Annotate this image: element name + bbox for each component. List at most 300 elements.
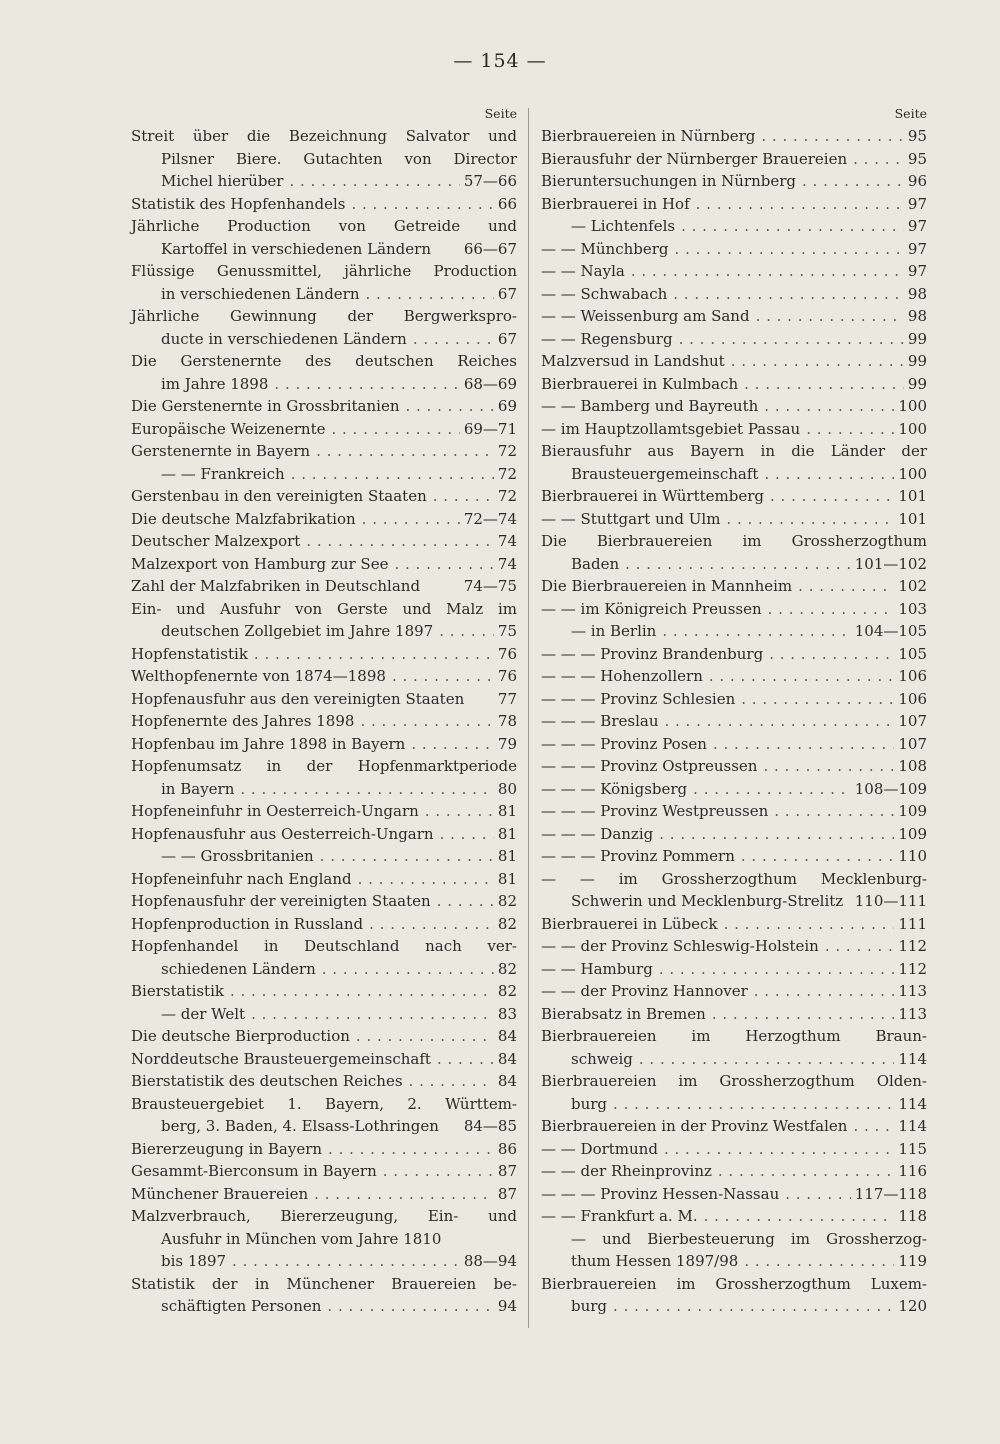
entry-text: — — Grossbritanien — [161, 847, 314, 865]
index-entry — [541, 1115, 927, 1138]
entry-text: — — — Provinz Pommern — [541, 847, 735, 865]
entry-text: Die deutsche Bierproduction — [131, 1027, 350, 1045]
dot-leader — [413, 328, 494, 351]
entry-text: Die Bierbrauereien in Mannheim — [541, 577, 793, 595]
page-reference: 116 — [898, 1162, 927, 1180]
index-entry — [541, 1273, 927, 1318]
dot-leader — [731, 350, 904, 373]
dot-leader — [392, 665, 494, 688]
page-reference: 110—111 — [854, 892, 927, 910]
index-entry — [541, 350, 927, 373]
index-entry — [541, 868, 927, 913]
page-reference: 69 — [497, 397, 517, 415]
entry-text: deutschen Zollgebiet im Jahre 1897 — [161, 622, 434, 640]
index-entry — [541, 530, 927, 575]
entry-text: Pilsner Biere. Gutachten von Director — [161, 149, 517, 168]
page-reference: 87 — [497, 1162, 517, 1180]
page-reference: 112 — [898, 937, 927, 955]
page-reference: 81 — [497, 802, 517, 820]
page-reference: 110 — [898, 847, 927, 865]
index-entry-line — [131, 530, 517, 553]
entry-text: — — — Danzig — [541, 824, 654, 843]
index-entry-line — [541, 620, 927, 643]
dot-leader — [306, 530, 494, 553]
index-entry-line — [131, 1138, 517, 1161]
index-entry-line — [131, 778, 517, 801]
index-entry-line — [541, 260, 927, 283]
dot-leader — [769, 643, 894, 666]
index-entry-line — [541, 1048, 927, 1071]
entry-text: Bierstatistik — [131, 982, 224, 1000]
dot-leader — [709, 665, 895, 688]
index-entry — [131, 935, 517, 980]
index-entry — [131, 688, 517, 711]
page-reference: 97 — [907, 239, 927, 258]
dot-leader — [741, 845, 894, 868]
index-entry-line — [131, 733, 517, 756]
page-reference: 77 — [497, 689, 517, 708]
page-reference: 74 — [497, 532, 517, 550]
page-reference: 68—69 — [463, 374, 517, 393]
entry-text: — — Hamburg — [541, 959, 653, 978]
index-entry-line — [541, 193, 927, 216]
index-entry-line — [541, 553, 927, 576]
index-entry-line — [541, 1295, 927, 1318]
entry-text: Malzversud in Landshut — [541, 352, 725, 370]
dot-leader — [437, 1048, 494, 1071]
dot-leader — [798, 575, 894, 598]
dot-leader — [439, 620, 494, 643]
index-entry-line — [131, 508, 517, 531]
page-reference: 100 — [898, 397, 927, 415]
index-entry-line — [131, 710, 517, 733]
dot-leader — [718, 1160, 894, 1183]
index-entry — [541, 1025, 927, 1070]
index-entry — [131, 598, 517, 643]
page-reference: 106 — [898, 667, 927, 685]
page-reference: 80 — [497, 779, 517, 798]
entry-text: Die Gerstenernte des deutschen Reiches — [131, 352, 517, 370]
index-entry-line — [131, 980, 517, 1003]
entry-text: Malzexport von Hamburg zur See — [131, 554, 389, 573]
entry-text: — — — Provinz Brandenburg — [541, 644, 764, 663]
dot-leader — [232, 1250, 460, 1273]
index-entry-line — [131, 868, 517, 891]
index-entry-line — [541, 148, 927, 171]
index-entry — [541, 125, 927, 148]
dot-leader — [761, 125, 904, 148]
entry-text: Hopfenbau im Jahre 1898 in Bayern — [131, 734, 406, 753]
index-entry-line — [131, 305, 517, 328]
page-reference: 106 — [898, 689, 927, 708]
entry-text: — — Frankreich — [161, 464, 285, 483]
index-entry — [131, 418, 517, 441]
index-entry-line — [131, 1025, 517, 1048]
entry-text: — — — Provinz Schlesien — [541, 689, 736, 708]
index-entry-line — [541, 215, 927, 238]
index-entry-line — [131, 148, 517, 171]
index-entry-line — [541, 395, 927, 418]
index-entry-line — [131, 260, 517, 283]
entry-text: Bierausfuhr aus Bayern in die Länder der — [541, 442, 927, 460]
entry-text: — — — Hohenzollern — [541, 667, 703, 685]
page-reference: 57—66 — [463, 172, 517, 190]
dot-leader — [741, 688, 894, 711]
page-reference: 115 — [898, 1139, 927, 1158]
entry-text: — — Stuttgart und Ulm — [541, 509, 721, 528]
entry-text: burg — [571, 1297, 608, 1315]
index-entry-line — [131, 958, 517, 981]
index-entry — [131, 980, 517, 1003]
page-reference: 84 — [497, 1072, 517, 1090]
index-entry — [131, 643, 517, 666]
page-reference: 105 — [898, 644, 927, 663]
index-entry — [541, 1070, 927, 1115]
index-entry — [541, 598, 927, 621]
entry-text: Europäische Weizenernte — [131, 419, 326, 438]
index-entry-line — [541, 710, 927, 733]
entry-text: Gerstenernte in Bayern — [131, 442, 311, 460]
index-entry-line — [131, 800, 517, 823]
entry-text: Welthopfenernte von 1874—1898 — [131, 667, 386, 685]
entry-text: Zahl der Malzfabriken in Deutschland — [131, 577, 421, 595]
page-reference: 112 — [898, 959, 927, 978]
page-reference: 79 — [497, 734, 517, 753]
entry-text: Schwerin und Mecklenburg-Strelitz — [571, 892, 844, 910]
index-entry-line — [131, 1250, 517, 1273]
dot-leader — [744, 373, 904, 396]
index-entry-line — [131, 1115, 517, 1138]
dot-leader — [785, 1183, 851, 1206]
page-reference: 104—105 — [854, 622, 927, 640]
index-entry — [541, 823, 927, 846]
entry-text: in verschiedenen Ländern — [161, 284, 360, 303]
dot-leader — [230, 980, 494, 1003]
page-reference: 99 — [907, 329, 927, 348]
entry-text: — — der Rheinprovinz — [541, 1162, 712, 1180]
index-entry-line — [541, 733, 927, 756]
dot-leader — [853, 1115, 894, 1138]
dot-leader — [744, 1250, 894, 1273]
page-reference: 100 — [898, 464, 927, 483]
entry-text: Flüssige Genussmittel, jährliche Production — [131, 262, 517, 280]
index-entry — [131, 530, 517, 553]
column-divider — [528, 108, 529, 1328]
page-reference: 103 — [898, 599, 927, 618]
index-entry-line — [541, 665, 927, 688]
entry-text: Die Bierbrauereien im Grossherzogthum — [541, 532, 927, 550]
entry-text: — — Bamberg und Bayreuth — [541, 397, 759, 415]
index-entry-line — [131, 1295, 517, 1318]
page-reference: 98 — [907, 307, 927, 325]
dot-leader — [320, 845, 494, 868]
index-entry-line — [131, 688, 517, 711]
dot-leader — [322, 958, 494, 981]
entry-text: Jährliche Production von Getreide und — [131, 217, 517, 235]
index-entry — [541, 1003, 927, 1026]
entry-text: Bierbrauereien im Grossherzogthum Olden- — [541, 1072, 927, 1090]
dot-leader — [662, 620, 850, 643]
index-entry — [541, 620, 927, 643]
entry-text: Bierbrauereien in der Provinz Westfalen — [541, 1117, 848, 1135]
index-entry-line — [131, 1093, 517, 1116]
page-reference: 101 — [898, 487, 927, 505]
index-entry-line — [541, 463, 927, 486]
index-entry-line — [541, 238, 927, 261]
dot-leader — [369, 913, 494, 936]
page-reference: 114 — [898, 1049, 927, 1068]
dot-leader — [664, 710, 894, 733]
index-entry — [541, 1183, 927, 1206]
seite-header-right: Seite — [894, 106, 927, 121]
page-reference: 114 — [898, 1094, 927, 1113]
entry-text: Ausfuhr in München vom Jahre 1810 — [161, 1229, 442, 1248]
entry-text: Baden — [571, 554, 620, 573]
entry-text: Brausteuergebiet 1. Bayern, 2. Württem- — [131, 1094, 517, 1113]
entry-text: Bierbrauerei in Württemberg — [541, 487, 765, 505]
page-reference: 82 — [497, 982, 517, 1000]
entry-text: ducte in verschiedenen Ländern — [161, 329, 407, 348]
page-reference: 108 — [898, 757, 927, 775]
page-reference: 95 — [907, 127, 927, 145]
dot-leader — [756, 305, 904, 328]
entry-text: Statistik der in Münchener Brauereien be- — [131, 1274, 517, 1293]
entry-text: Michel hierüber — [161, 172, 284, 190]
index-entry — [131, 1003, 517, 1026]
entry-text: Bierbrauerei in Hof — [541, 194, 690, 213]
index-entry-line — [131, 418, 517, 441]
index-entry — [541, 148, 927, 171]
dot-leader — [356, 1025, 494, 1048]
page-reference: 67 — [497, 329, 517, 348]
dot-leader — [289, 170, 459, 193]
page-reference: 101—102 — [854, 554, 927, 573]
dot-leader — [825, 935, 895, 958]
entry-text: Bierbrauereien im Herzogthum Braun- — [541, 1027, 927, 1045]
page-reference: 84 — [497, 1027, 517, 1045]
dot-leader — [768, 598, 895, 621]
index-entry-line — [541, 418, 927, 441]
page-reference: 84—85 — [463, 1117, 517, 1135]
entry-text: Hopfenproduction in Russland — [131, 914, 364, 933]
entry-text: schäftigten Personen — [161, 1297, 322, 1315]
dot-leader — [240, 778, 494, 801]
page-reference: 99 — [907, 352, 927, 370]
index-entry-line — [131, 1205, 517, 1228]
index-entry-line — [541, 485, 927, 508]
index-entry — [131, 305, 517, 350]
index-entry-line — [131, 328, 517, 351]
index-entry — [541, 980, 927, 1003]
entry-text: — — Regensburg — [541, 329, 673, 348]
page-reference: 82 — [497, 914, 517, 933]
page-reference: 74—75 — [463, 577, 517, 595]
dot-leader — [291, 463, 494, 486]
page-reference: 118 — [898, 1207, 927, 1225]
index-entry-line — [541, 575, 927, 598]
entry-text: — — Weissenburg am Sand — [541, 307, 750, 325]
index-entry-line — [131, 1160, 517, 1183]
index-entry — [541, 575, 927, 598]
index-entry — [541, 733, 927, 756]
index-entry — [131, 485, 517, 508]
dot-leader — [639, 1048, 894, 1071]
dot-leader — [331, 418, 459, 441]
index-entry — [131, 800, 517, 823]
index-entry — [131, 1093, 517, 1138]
index-entry-line — [131, 350, 517, 373]
index-entry — [541, 485, 927, 508]
entry-text: — Lichtenfels — [571, 217, 676, 235]
index-entry — [131, 890, 517, 913]
index-entry-line — [131, 215, 517, 238]
index-entry-line — [541, 1160, 927, 1183]
dot-leader — [681, 215, 904, 238]
index-entry — [541, 238, 927, 261]
index-entry — [131, 215, 517, 260]
index-entry — [131, 440, 517, 463]
index-entry-line — [541, 1273, 927, 1296]
entry-text: Ein- und Ausfuhr von Gerste und Malz im — [131, 599, 517, 618]
entry-text: Bierstatistik des deutschen Reiches — [131, 1072, 403, 1090]
page-reference: 99 — [907, 374, 927, 393]
dot-leader — [664, 1138, 894, 1161]
index-entry-line — [541, 845, 927, 868]
index-entry-line — [131, 1003, 517, 1026]
index-entry — [131, 710, 517, 733]
entry-text: Münchener Brauereien — [131, 1184, 309, 1203]
index-entry-line — [131, 845, 517, 868]
index-entry — [541, 710, 927, 733]
index-entry — [541, 283, 927, 306]
index-entry — [541, 418, 927, 441]
index-entry — [131, 755, 517, 800]
page-reference: 109 — [898, 824, 927, 843]
index-entry-line — [541, 1205, 927, 1228]
entry-text: Bierausfuhr der Nürnberger Brauereien — [541, 149, 848, 168]
entry-text: — — Dortmund — [541, 1139, 658, 1158]
entry-text: — — — Provinz Ostpreussen — [541, 757, 758, 775]
index-column-right — [541, 106, 927, 1318]
index-entry-line — [541, 1070, 927, 1093]
dot-leader — [328, 1138, 494, 1161]
index-entry — [131, 508, 517, 531]
entry-text: berg, 3. Baden, 4. Elsass-Lothringen — [161, 1117, 439, 1135]
index-entry — [131, 125, 517, 193]
entry-text: — — — Provinz Posen — [541, 734, 707, 753]
index-entry — [131, 823, 517, 846]
index-entry — [131, 1070, 517, 1093]
entry-text: Norddeutsche Brausteuergemeinschaft — [131, 1049, 431, 1068]
index-entry — [541, 755, 927, 778]
page-reference: 113 — [898, 1004, 927, 1023]
index-entry — [131, 350, 517, 395]
page-reference: 97 — [907, 262, 927, 280]
index-entry — [541, 395, 927, 418]
page-reference: 111 — [898, 914, 927, 933]
index-entry-line — [541, 1003, 927, 1026]
entry-text: Malzverbrauch, Biererzeugung, Ein- und — [131, 1207, 517, 1225]
index-entry-line — [541, 373, 927, 396]
page-reference: 100 — [898, 419, 927, 438]
index-entry-line — [541, 508, 927, 531]
dot-leader — [770, 485, 894, 508]
index-entry-line — [541, 125, 927, 148]
entry-text: in Bayern — [161, 779, 235, 798]
entry-text: — in Berlin — [571, 622, 657, 640]
index-entry — [131, 1138, 517, 1161]
page-reference: 81 — [497, 869, 517, 888]
dot-leader — [712, 1003, 895, 1026]
index-entry-line — [541, 823, 927, 846]
entry-text: Kartoffel in verschiedenen Ländern — [161, 239, 431, 258]
index-entry-line — [541, 440, 927, 463]
dot-leader — [764, 395, 894, 418]
index-entry-line — [541, 643, 927, 666]
entry-text: Bierbrauerei in Lübeck — [541, 914, 718, 933]
index-entry-line — [131, 463, 517, 486]
dot-leader — [327, 1295, 493, 1318]
index-entry — [131, 665, 517, 688]
index-entry-line — [541, 778, 927, 801]
entry-text: Gesammt-Bierconsum in Bayern — [131, 1162, 377, 1180]
page-reference: 72 — [497, 487, 517, 505]
dot-leader — [764, 463, 894, 486]
dot-leader — [358, 868, 494, 891]
dot-leader — [383, 1160, 494, 1183]
entry-text: Bierbrauereien im Grossherzogthum Luxem- — [541, 1274, 927, 1293]
dot-leader — [254, 643, 494, 666]
index-entry — [131, 1048, 517, 1071]
dot-leader — [411, 733, 494, 756]
dot-leader — [713, 733, 894, 756]
page-reference: 67 — [497, 284, 517, 303]
index-entry — [541, 1228, 927, 1273]
page-reference: 120 — [898, 1297, 927, 1315]
index-entry-line — [131, 238, 517, 261]
entry-text: — — im Königreich Preussen — [541, 599, 762, 618]
dot-leader — [251, 1003, 494, 1026]
page-reference: 96 — [907, 172, 927, 190]
page-reference: 109 — [898, 802, 927, 820]
index-entry-line — [541, 913, 927, 936]
index-entry-line — [541, 1228, 927, 1251]
dot-leader — [314, 1183, 494, 1206]
index-entry — [541, 643, 927, 666]
entry-text: Bierbrauereien in Nürnberg — [541, 127, 756, 145]
dot-leader — [351, 193, 493, 216]
index-entry-line — [541, 935, 927, 958]
entry-text: Jährliche Gewinnung der Bergwerkspro- — [131, 307, 517, 325]
index-entry-line — [131, 373, 517, 396]
page-reference: 94 — [497, 1297, 517, 1315]
index-entry-line — [541, 1250, 927, 1273]
dot-leader — [409, 1070, 494, 1093]
dot-leader — [726, 508, 894, 531]
entry-text: — — — Breslau — [541, 712, 659, 730]
index-entry-line — [541, 350, 927, 373]
index-entry-line — [541, 305, 927, 328]
entry-text: — — im Grossherzogthum Mecklenburg- — [541, 869, 927, 888]
entry-text: Bieruntersuchungen in Nürnberg — [541, 172, 797, 190]
page-reference: 81 — [497, 824, 517, 843]
entry-text: Hopfenstatistik — [131, 644, 248, 663]
index-entry — [541, 935, 927, 958]
index-entry — [541, 958, 927, 981]
page-reference: 78 — [497, 712, 517, 730]
dot-leader — [659, 823, 894, 846]
page-reference: 66 — [497, 194, 517, 213]
